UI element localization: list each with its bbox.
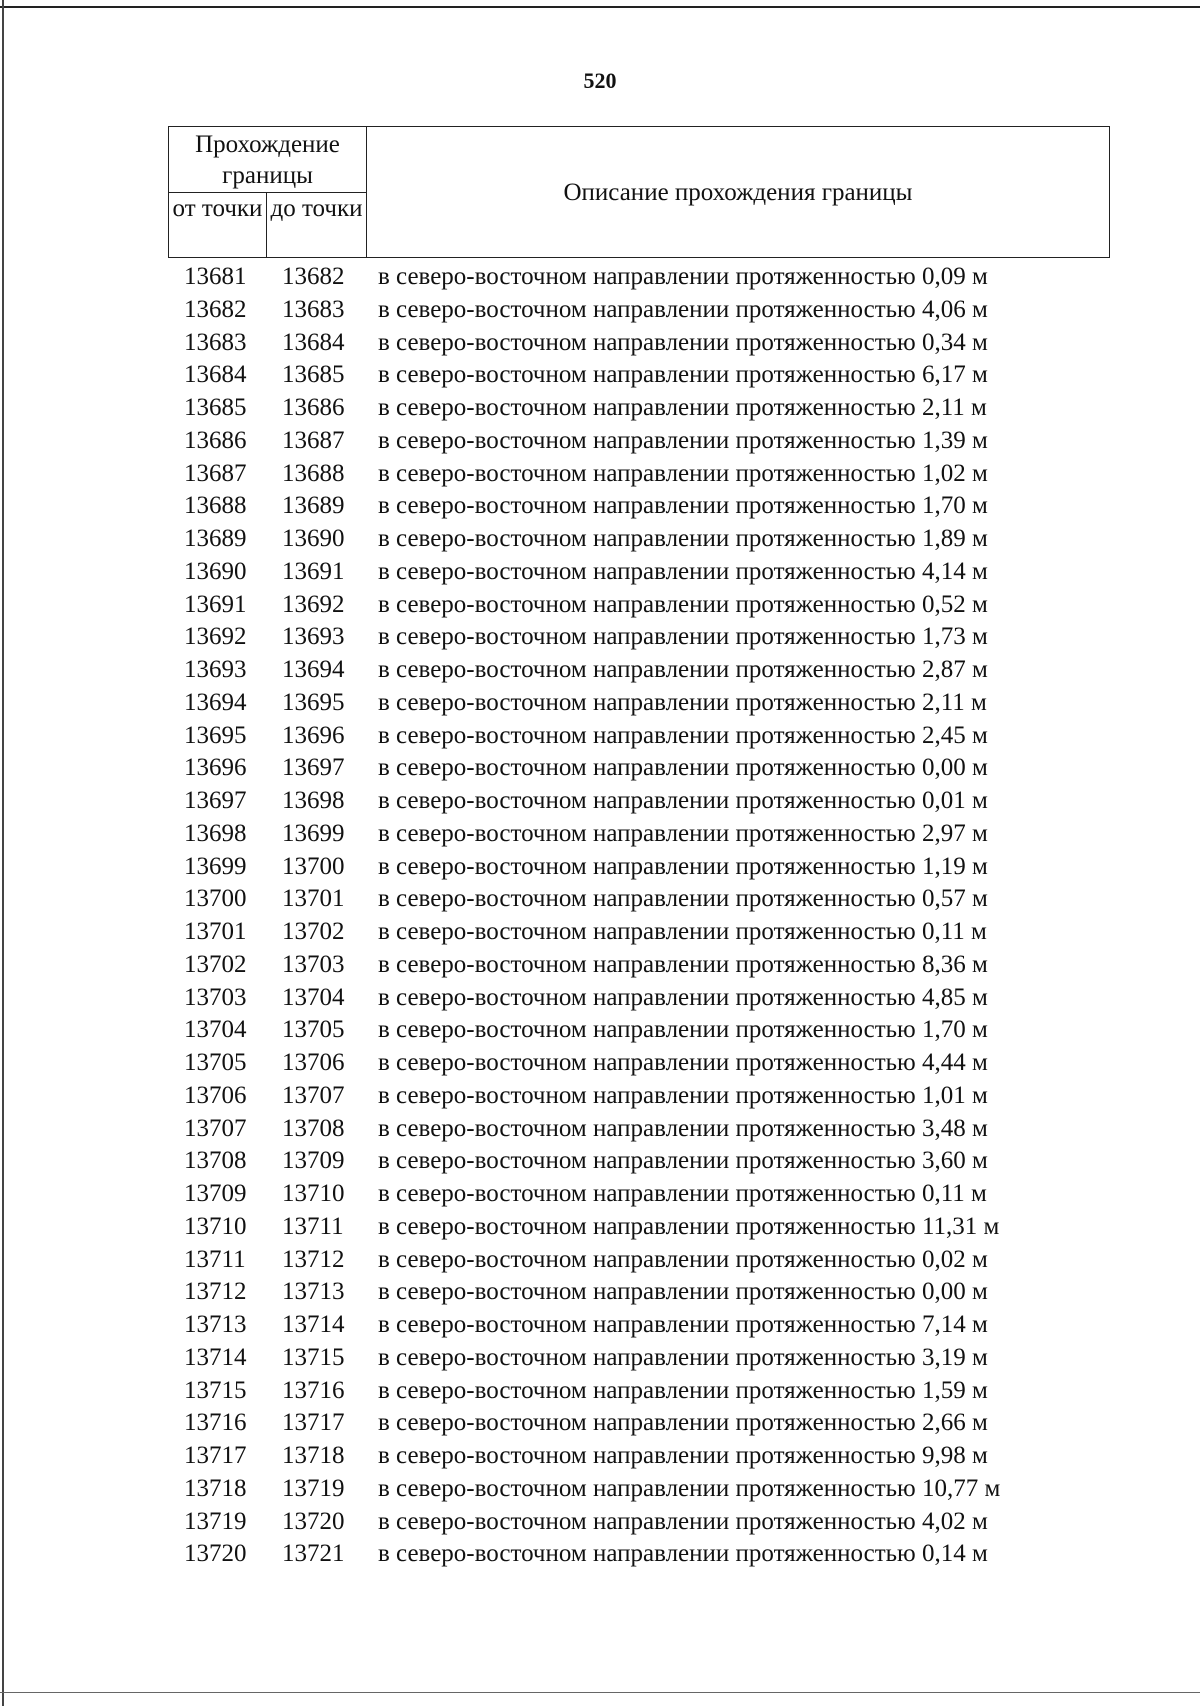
description-cell: в северо-восточном направлении протяженностью 7,14 м xyxy=(378,1311,988,1338)
table-row xyxy=(168,1310,1168,1343)
table-row xyxy=(168,786,1168,819)
to-point-cell: 13718 xyxy=(282,1442,345,1469)
to-point-cell: 13721 xyxy=(282,1540,345,1568)
to-point-cell: 13696 xyxy=(282,721,345,749)
to-point-cell: 13703 xyxy=(282,950,345,978)
to-point-cell: 13684 xyxy=(282,328,345,356)
table-row xyxy=(168,884,1168,917)
from-point-cell: 13688 xyxy=(184,492,247,520)
table-row xyxy=(168,262,1168,295)
to-point-cell: 13715 xyxy=(282,1343,345,1371)
from-point-cell: 13703 xyxy=(184,983,247,1011)
table-row xyxy=(168,524,1168,557)
page-number: 520 xyxy=(583,68,617,93)
description-cell: в северо-восточном направлении протяженностью 1,59 м xyxy=(378,1376,988,1404)
to-point-cell: 13704 xyxy=(282,983,345,1011)
description-cell: в северо-восточном направлении протяженностью 2,87 м xyxy=(378,656,988,683)
description-cell: в северо-восточном направлении протяженностью 0,11 м xyxy=(378,1180,987,1207)
table-row xyxy=(168,1539,1168,1572)
description-cell: в северо-восточном направлении протяженностью 1,39 м xyxy=(378,426,988,454)
description-cell: в северо-восточном направлении протяженностью 1,89 м xyxy=(378,525,988,552)
description-cell: в северо-восточном направлении протяженностью 10,77 м xyxy=(378,1474,1001,1502)
table-row xyxy=(168,1015,1168,1048)
to-point-cell: 13714 xyxy=(282,1311,345,1338)
table-row xyxy=(168,459,1168,492)
table-row xyxy=(168,1245,1168,1278)
table-row xyxy=(168,1277,1168,1310)
from-point-cell: 13686 xyxy=(184,426,247,454)
description-cell: в северо-восточном направлении протяженностью 4,85 м xyxy=(378,983,988,1011)
table-row xyxy=(168,491,1168,524)
description-cell: в северо-восточном направлении протяженностью 4,44 м xyxy=(378,1049,988,1076)
to-point-cell: 13686 xyxy=(282,394,345,421)
to-point-cell: 13685 xyxy=(282,361,345,389)
header-from-point: от точки xyxy=(169,193,267,257)
to-point-cell: 13691 xyxy=(282,557,345,585)
table-row xyxy=(168,1048,1168,1081)
description-cell: в северо-восточном направлении протяженностью 3,19 м xyxy=(378,1343,988,1371)
to-point-cell: 13683 xyxy=(282,295,345,323)
table-row xyxy=(168,688,1168,721)
from-point-cell: 13702 xyxy=(184,950,247,978)
to-point-cell: 13682 xyxy=(282,263,345,290)
to-point-cell: 13716 xyxy=(282,1376,345,1404)
from-point-cell: 13716 xyxy=(184,1409,247,1437)
table-row xyxy=(168,950,1168,983)
to-point-cell: 13700 xyxy=(282,852,345,880)
description-cell: в северо-восточном направлении протяженностью 0,34 м xyxy=(378,328,988,356)
description-cell: в северо-восточном направлении протяженностью 3,48 м xyxy=(378,1114,988,1142)
description-cell: в северо-восточном направлении протяженностью 0,00 м xyxy=(378,754,988,782)
description-cell: в северо-восточном направлении протяженностью 3,60 м xyxy=(378,1147,988,1175)
description-cell: в северо-восточном направлении протяженностью 2,97 м xyxy=(378,819,988,847)
description-cell: в северо-восточном направлении протяженностью 1,02 м xyxy=(378,459,988,487)
from-point-cell: 13682 xyxy=(184,295,247,323)
to-point-cell: 13701 xyxy=(282,885,345,913)
table-row xyxy=(168,819,1168,852)
bottom-scan-edge xyxy=(0,1692,1200,1693)
description-cell: в северо-восточном направлении протяженностью 4,06 м xyxy=(378,295,988,323)
to-point-cell: 13719 xyxy=(282,1474,345,1502)
header-boundary-passage: Прохождение границы xyxy=(169,127,367,193)
from-point-cell: 13701 xyxy=(184,918,247,945)
description-cell: в северо-восточном направлении протяженностью 0,09 м xyxy=(378,263,988,290)
from-point-cell: 13708 xyxy=(184,1147,247,1175)
table-row xyxy=(168,1081,1168,1114)
description-cell: в северо-восточном направлении протяженностью 0,02 м xyxy=(378,1245,988,1273)
from-point-cell: 13687 xyxy=(184,459,247,487)
from-point-cell: 13685 xyxy=(184,394,247,421)
table-body xyxy=(168,262,1168,1572)
table-row xyxy=(168,1114,1168,1147)
description-cell: в северо-восточном направлении протяженностью 0,00 м xyxy=(378,1278,988,1306)
to-point-cell: 13705 xyxy=(282,1016,345,1044)
table-row xyxy=(168,1146,1168,1179)
table-row xyxy=(168,983,1168,1016)
table-row xyxy=(168,295,1168,328)
from-point-cell: 13694 xyxy=(184,688,247,716)
description-cell: в северо-восточном направлении протяженностью 1,01 м xyxy=(378,1081,988,1109)
description-cell: в северо-восточном направлении протяженностью 0,52 м xyxy=(378,590,988,618)
to-point-cell: 13694 xyxy=(282,656,345,683)
table-row xyxy=(168,426,1168,459)
to-point-cell: 13711 xyxy=(282,1212,344,1240)
from-point-cell: 13692 xyxy=(184,623,247,651)
from-point-cell: 13711 xyxy=(184,1245,246,1273)
description-cell: в северо-восточном направлении протяженностью 1,70 м xyxy=(378,1016,988,1044)
from-point-cell: 13696 xyxy=(184,754,247,782)
description-cell: в северо-восточном направлении протяженностью 4,02 м xyxy=(378,1507,988,1535)
table-row xyxy=(168,721,1168,754)
description-cell: в северо-восточном направлении протяженностью 0,01 м xyxy=(378,787,988,814)
to-point-cell: 13690 xyxy=(282,525,345,552)
table-row xyxy=(168,1441,1168,1474)
description-cell: в северо-восточном направлении протяженностью 2,66 м xyxy=(378,1409,988,1437)
description-cell: в северо-восточном направлении протяженностью 11,31 м xyxy=(378,1212,1000,1240)
from-point-cell: 13683 xyxy=(184,328,247,356)
to-point-cell: 13717 xyxy=(282,1409,345,1437)
to-point-cell: 13697 xyxy=(282,754,345,782)
from-point-cell: 13712 xyxy=(184,1278,247,1306)
description-cell: в северо-восточном направлении протяженностью 1,73 м xyxy=(378,623,988,651)
description-cell: в северо-восточном направлении протяженностью 8,36 м xyxy=(378,950,988,978)
top-scan-edge xyxy=(0,6,1200,8)
table-row xyxy=(168,1408,1168,1441)
table-row xyxy=(168,590,1168,623)
description-cell: в северо-восточном направлении протяженностью 0,14 м xyxy=(378,1540,988,1568)
table-row xyxy=(168,917,1168,950)
description-cell: в северо-восточном направлении протяженностью 1,70 м xyxy=(378,492,988,520)
table-row xyxy=(168,1343,1168,1376)
table-row xyxy=(168,1212,1168,1245)
from-point-cell: 13698 xyxy=(184,819,247,847)
table-header xyxy=(168,126,1110,258)
to-point-cell: 13720 xyxy=(282,1507,345,1535)
description-cell: в северо-восточном направлении протяженностью 1,19 м xyxy=(378,852,988,880)
description-cell: в северо-восточном направлении протяженностью 2,11 м xyxy=(378,394,987,421)
from-point-cell: 13689 xyxy=(184,525,247,552)
from-point-cell: 13691 xyxy=(184,590,247,618)
description-cell: в северо-восточном направлении протяженностью 9,98 м xyxy=(378,1442,988,1469)
from-point-cell: 13718 xyxy=(184,1474,247,1502)
to-point-cell: 13692 xyxy=(282,590,345,618)
to-point-cell: 13687 xyxy=(282,426,345,454)
to-point-cell: 13708 xyxy=(282,1114,345,1142)
from-point-cell: 13715 xyxy=(184,1376,247,1404)
table-row xyxy=(168,1474,1168,1507)
description-cell: в северо-восточном направлении протяженностью 0,11 м xyxy=(378,918,987,945)
from-point-cell: 13706 xyxy=(184,1081,247,1109)
table-row xyxy=(168,328,1168,361)
header-to-point: до точки xyxy=(267,193,367,257)
from-point-cell: 13714 xyxy=(184,1343,247,1371)
to-point-cell: 13695 xyxy=(282,688,345,716)
from-point-cell: 13710 xyxy=(184,1212,247,1240)
description-cell: в северо-восточном направлении протяженностью 0,57 м xyxy=(378,885,988,913)
from-point-cell: 13720 xyxy=(184,1540,247,1568)
to-point-cell: 13707 xyxy=(282,1081,345,1109)
description-cell: в северо-восточном направлении протяженностью 4,14 м xyxy=(378,557,988,585)
from-point-cell: 13697 xyxy=(184,787,247,814)
left-scan-edge xyxy=(2,0,4,1706)
table-row xyxy=(168,1179,1168,1212)
to-point-cell: 13702 xyxy=(282,918,345,945)
from-point-cell: 13693 xyxy=(184,656,247,683)
from-point-cell: 13704 xyxy=(184,1016,247,1044)
to-point-cell: 13693 xyxy=(282,623,345,651)
from-point-cell: 13699 xyxy=(184,852,247,880)
to-point-cell: 13709 xyxy=(282,1147,345,1175)
from-point-cell: 13690 xyxy=(184,557,247,585)
from-point-cell: 13695 xyxy=(184,721,247,749)
from-point-cell: 13713 xyxy=(184,1311,247,1338)
table-row xyxy=(168,1507,1168,1540)
to-point-cell: 13688 xyxy=(282,459,345,487)
table-row xyxy=(168,852,1168,885)
header-description: Описание прохождения границы xyxy=(563,179,913,206)
to-point-cell: 13699 xyxy=(282,819,345,847)
from-point-cell: 13705 xyxy=(184,1049,247,1076)
to-point-cell: 13706 xyxy=(282,1049,345,1076)
table-row xyxy=(168,360,1168,393)
from-point-cell: 13707 xyxy=(184,1114,247,1142)
from-point-cell: 13700 xyxy=(184,885,247,913)
to-point-cell: 13712 xyxy=(282,1245,345,1273)
to-point-cell: 13710 xyxy=(282,1180,345,1207)
table-row xyxy=(168,557,1168,590)
to-point-cell: 13698 xyxy=(282,787,345,814)
description-cell: в северо-восточном направлении протяженностью 6,17 м xyxy=(378,361,988,389)
table-row xyxy=(168,622,1168,655)
to-point-cell: 13713 xyxy=(282,1278,345,1306)
description-cell: в северо-восточном направлении протяженностью 2,45 м xyxy=(378,721,988,749)
table-row xyxy=(168,393,1168,426)
from-point-cell: 13709 xyxy=(184,1180,247,1207)
from-point-cell: 13717 xyxy=(184,1442,247,1469)
to-point-cell: 13689 xyxy=(282,492,345,520)
from-point-cell: 13681 xyxy=(184,263,247,290)
table-row xyxy=(168,655,1168,688)
description-cell: в северо-восточном направлении протяженностью 2,11 м xyxy=(378,688,987,716)
from-point-cell: 13684 xyxy=(184,361,247,389)
table-row xyxy=(168,1376,1168,1409)
from-point-cell: 13719 xyxy=(184,1507,247,1535)
table-row xyxy=(168,753,1168,786)
